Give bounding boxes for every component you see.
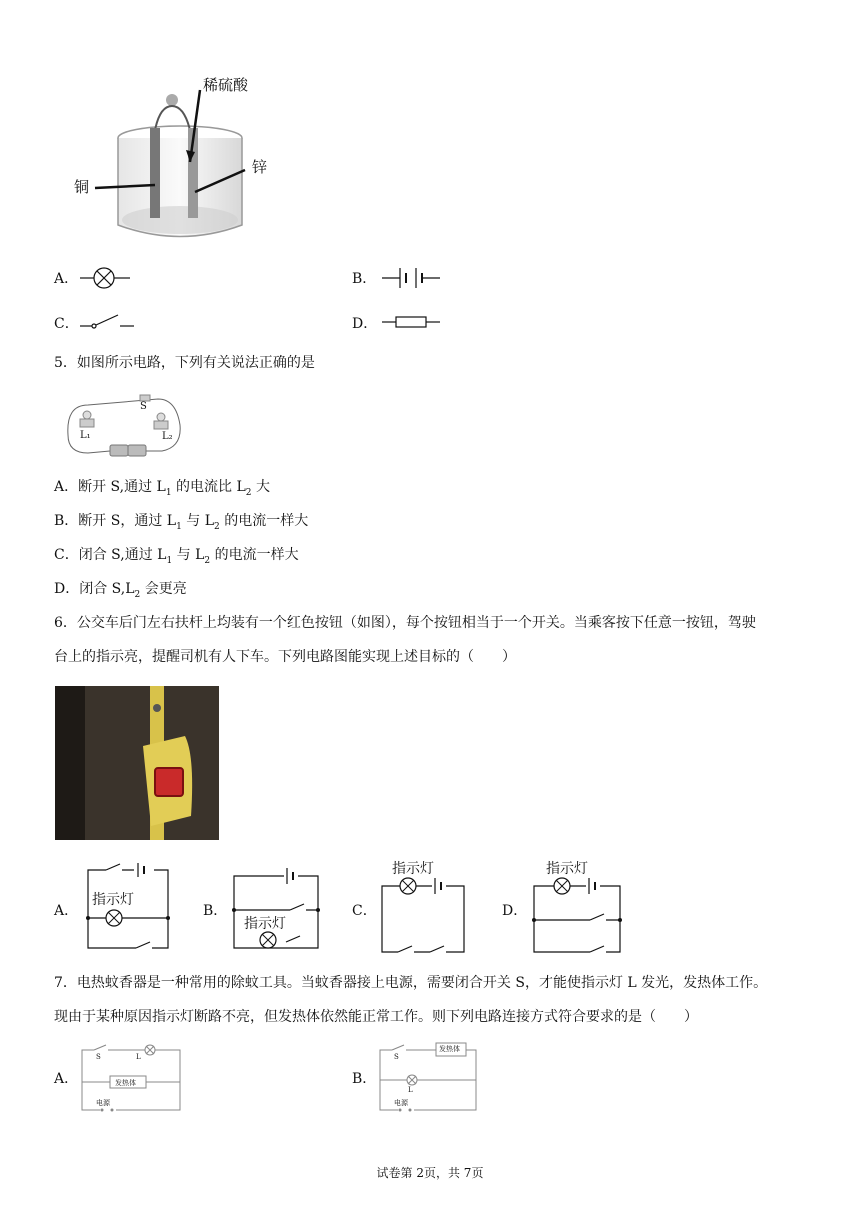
q5-option-b[interactable] bbox=[54, 512, 308, 536]
q7-b-heater: 发热体 bbox=[439, 1045, 460, 1053]
battery-symbol-icon bbox=[382, 266, 442, 290]
switch-symbol-icon bbox=[80, 312, 136, 332]
acid-label: 稀硫酸 bbox=[203, 76, 249, 94]
lamp-symbol-icon bbox=[80, 266, 132, 290]
q6-option-d[interactable]: D． bbox=[502, 903, 528, 919]
q5-option-d-sub: 2 bbox=[134, 589, 141, 600]
bus-button-drawing bbox=[55, 686, 219, 840]
q7-a-l: L bbox=[136, 1053, 141, 1061]
q7-stem-line2: 现由于某种原因指示灯断路不亮，但发热体依然能正常工作。则下列电路连接方式符合要求的是（ ） bbox=[54, 1009, 698, 1025]
galvanic-cell-figure bbox=[60, 70, 290, 250]
q5-option-c-sub2: 2 bbox=[204, 555, 211, 566]
q7-b-s: S bbox=[394, 1053, 399, 1061]
q6-d-lamp-label: 指示灯 bbox=[546, 861, 588, 877]
bus-button-photo bbox=[55, 686, 219, 840]
q6-option-a[interactable]: A． bbox=[54, 903, 79, 919]
q5-option-a-text2: 的电流比 L bbox=[171, 479, 246, 495]
q7-stem-line1: 7．电热蚊香器是一种常用的除蚊工具。当蚊香器接上电源，需要闭合开关 S，才能使指示灯 L 发光，发热体工作。 bbox=[54, 975, 768, 991]
q7-a-heater: 发热体 bbox=[115, 1079, 136, 1087]
q5-fig-l1: L₁ bbox=[80, 430, 91, 441]
q5-option-a[interactable] bbox=[54, 478, 270, 502]
q7-a-s: S bbox=[96, 1053, 101, 1061]
q5-circuit-drawing bbox=[58, 385, 188, 465]
q6-circuit-c bbox=[380, 858, 470, 956]
q5-option-d-text2: 会更亮 bbox=[140, 581, 187, 597]
q5-option-b-sub1: 1 bbox=[176, 521, 182, 532]
q4-option-b[interactable]: B． bbox=[352, 271, 377, 287]
q6-circuit-b bbox=[232, 866, 324, 952]
resistor-symbol-icon bbox=[382, 312, 442, 332]
q7-option-b[interactable]: B． bbox=[352, 1071, 377, 1087]
q5-option-b-text2: 与 L bbox=[181, 513, 215, 529]
page-footer: 试卷第 2页，共 7页 bbox=[376, 1166, 484, 1180]
q5-option-d[interactable] bbox=[54, 580, 187, 604]
q5-option-c-text3: 的电流一样大 bbox=[210, 547, 299, 563]
q5-option-a-sub1: 1 bbox=[165, 487, 172, 498]
q5-stem: 5．如图所示电路，下列有关说法正确的是 bbox=[54, 355, 315, 371]
q4-option-d[interactable]: D． bbox=[352, 316, 378, 332]
q6-b-lamp-label: 指示灯 bbox=[244, 916, 286, 932]
q5-circuit-photo bbox=[58, 385, 188, 465]
q5-option-b-text3: 的电流一样大 bbox=[219, 513, 309, 529]
q7-a-power: 电源 bbox=[96, 1099, 110, 1107]
q5-option-d-text1: D．闭合 S,L bbox=[54, 581, 135, 597]
q4-option-a[interactable]: A． bbox=[54, 271, 79, 287]
q7-circuit-a bbox=[80, 1040, 184, 1114]
q7-b-power: 电源 bbox=[394, 1099, 408, 1107]
q6-a-lamp-label: 指示灯 bbox=[92, 892, 134, 908]
q6-option-c[interactable]: C． bbox=[352, 903, 377, 919]
q7-b-l: L bbox=[408, 1086, 413, 1094]
q6-stem-line1: 6．公交车后门左右扶杆上均装有一个红色按钮（如图），每个按钮相当于一个开关。当乘客按下任意一按钮，驾驶 bbox=[54, 615, 756, 631]
q4-option-c[interactable]: C． bbox=[54, 316, 79, 332]
zinc-label: 锌 bbox=[252, 158, 268, 176]
copper-label: 铜 bbox=[74, 178, 90, 196]
q5-option-a-text3: 大 bbox=[251, 479, 270, 495]
q5-option-b-sub2: 2 bbox=[214, 521, 220, 532]
q6-circuit-d bbox=[532, 858, 626, 956]
q6-circuit-b-drawing bbox=[232, 866, 324, 952]
q5-fig-l2: L₂ bbox=[162, 431, 173, 442]
q5-fig-s: S bbox=[140, 401, 147, 412]
q6-c-lamp-label: 指示灯 bbox=[392, 861, 434, 877]
q5-option-c[interactable] bbox=[54, 546, 299, 570]
q6-stem-line2: 台上的指示亮，提醒司机有人下车。下列电路图能实现上述目标的（ ） bbox=[54, 649, 516, 665]
q6-option-b[interactable]: B． bbox=[203, 903, 228, 919]
q5-option-a-text1: A．断开 S,通过 L bbox=[54, 479, 166, 495]
q5-option-b-text1: B．断开 S，通过 L bbox=[54, 513, 177, 529]
q5-option-c-sub1: 1 bbox=[166, 555, 173, 566]
q6-circuit-a bbox=[84, 862, 174, 954]
q5-option-a-sub2: 2 bbox=[245, 487, 252, 498]
q5-option-c-text2: 与 L bbox=[172, 547, 205, 563]
q7-circuit-b bbox=[378, 1040, 480, 1114]
q5-option-c-text1: C．闭合 S,通过 L bbox=[54, 547, 167, 563]
q7-option-a[interactable]: A． bbox=[54, 1071, 79, 1087]
